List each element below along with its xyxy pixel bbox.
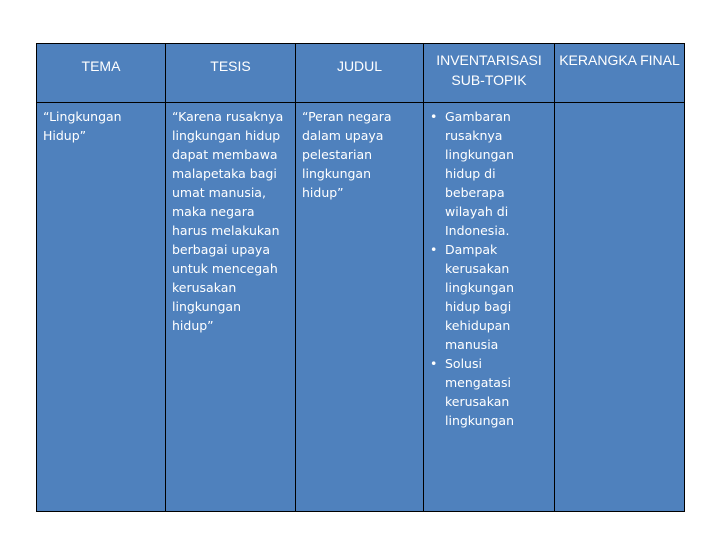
cell-tesis <box>166 103 296 512</box>
content-row <box>37 103 685 512</box>
subtopik-item <box>430 354 548 430</box>
header-cell-tesis <box>166 44 296 103</box>
header-label-judul: JUDUL <box>336 58 383 74</box>
content-table <box>36 43 685 512</box>
bullet-icon: • <box>430 109 438 124</box>
judul-text: “Peran negara dalam upaya pelestarian lingkungan hidup” <box>302 109 392 200</box>
header-label-inventarisasi: INVENTARISASI SUB-TOPIK <box>436 52 542 88</box>
header-label-kerangka: KERANGKA FINAL <box>559 52 680 68</box>
header-cell-inventarisasi <box>424 44 555 103</box>
subtopik-item <box>430 240 548 354</box>
header-label-tema: TEMA <box>81 58 121 74</box>
subtopik-item-text: Dampak kerusakan lingkungan hidup bagi kehidupan manusia <box>445 242 515 352</box>
subtopik-item <box>430 107 548 240</box>
cell-tema <box>37 103 166 512</box>
bullet-icon: • <box>430 356 438 371</box>
header-cell-tema <box>37 44 166 103</box>
tema-text: “Lingkungan Hidup” <box>43 109 122 143</box>
header-label-tesis: TESIS <box>210 58 251 74</box>
header-cell-kerangka <box>555 44 685 103</box>
bullet-icon: • <box>430 242 438 257</box>
tesis-text: “Karena rusaknya lingkungan hidup dapat membawa malapetaka bagi umat manusia, maka negara harus melakukan berbagai upaya untuk mencegah kerusakan lingkungan hidup” <box>172 109 284 333</box>
cell-kerangka <box>555 103 685 512</box>
subtopik-item-text: Solusi mengatasi kerusakan lingkungan <box>445 356 515 428</box>
header-cell-judul <box>296 44 424 103</box>
subtopik-item-text: Gambaran rusaknya lingkungan hidup di beberapa wilayah di Indonesia. <box>445 109 515 238</box>
cell-judul <box>296 103 424 512</box>
header-row <box>37 44 685 103</box>
cell-subtopik <box>424 103 555 512</box>
subtopik-list <box>430 107 548 430</box>
